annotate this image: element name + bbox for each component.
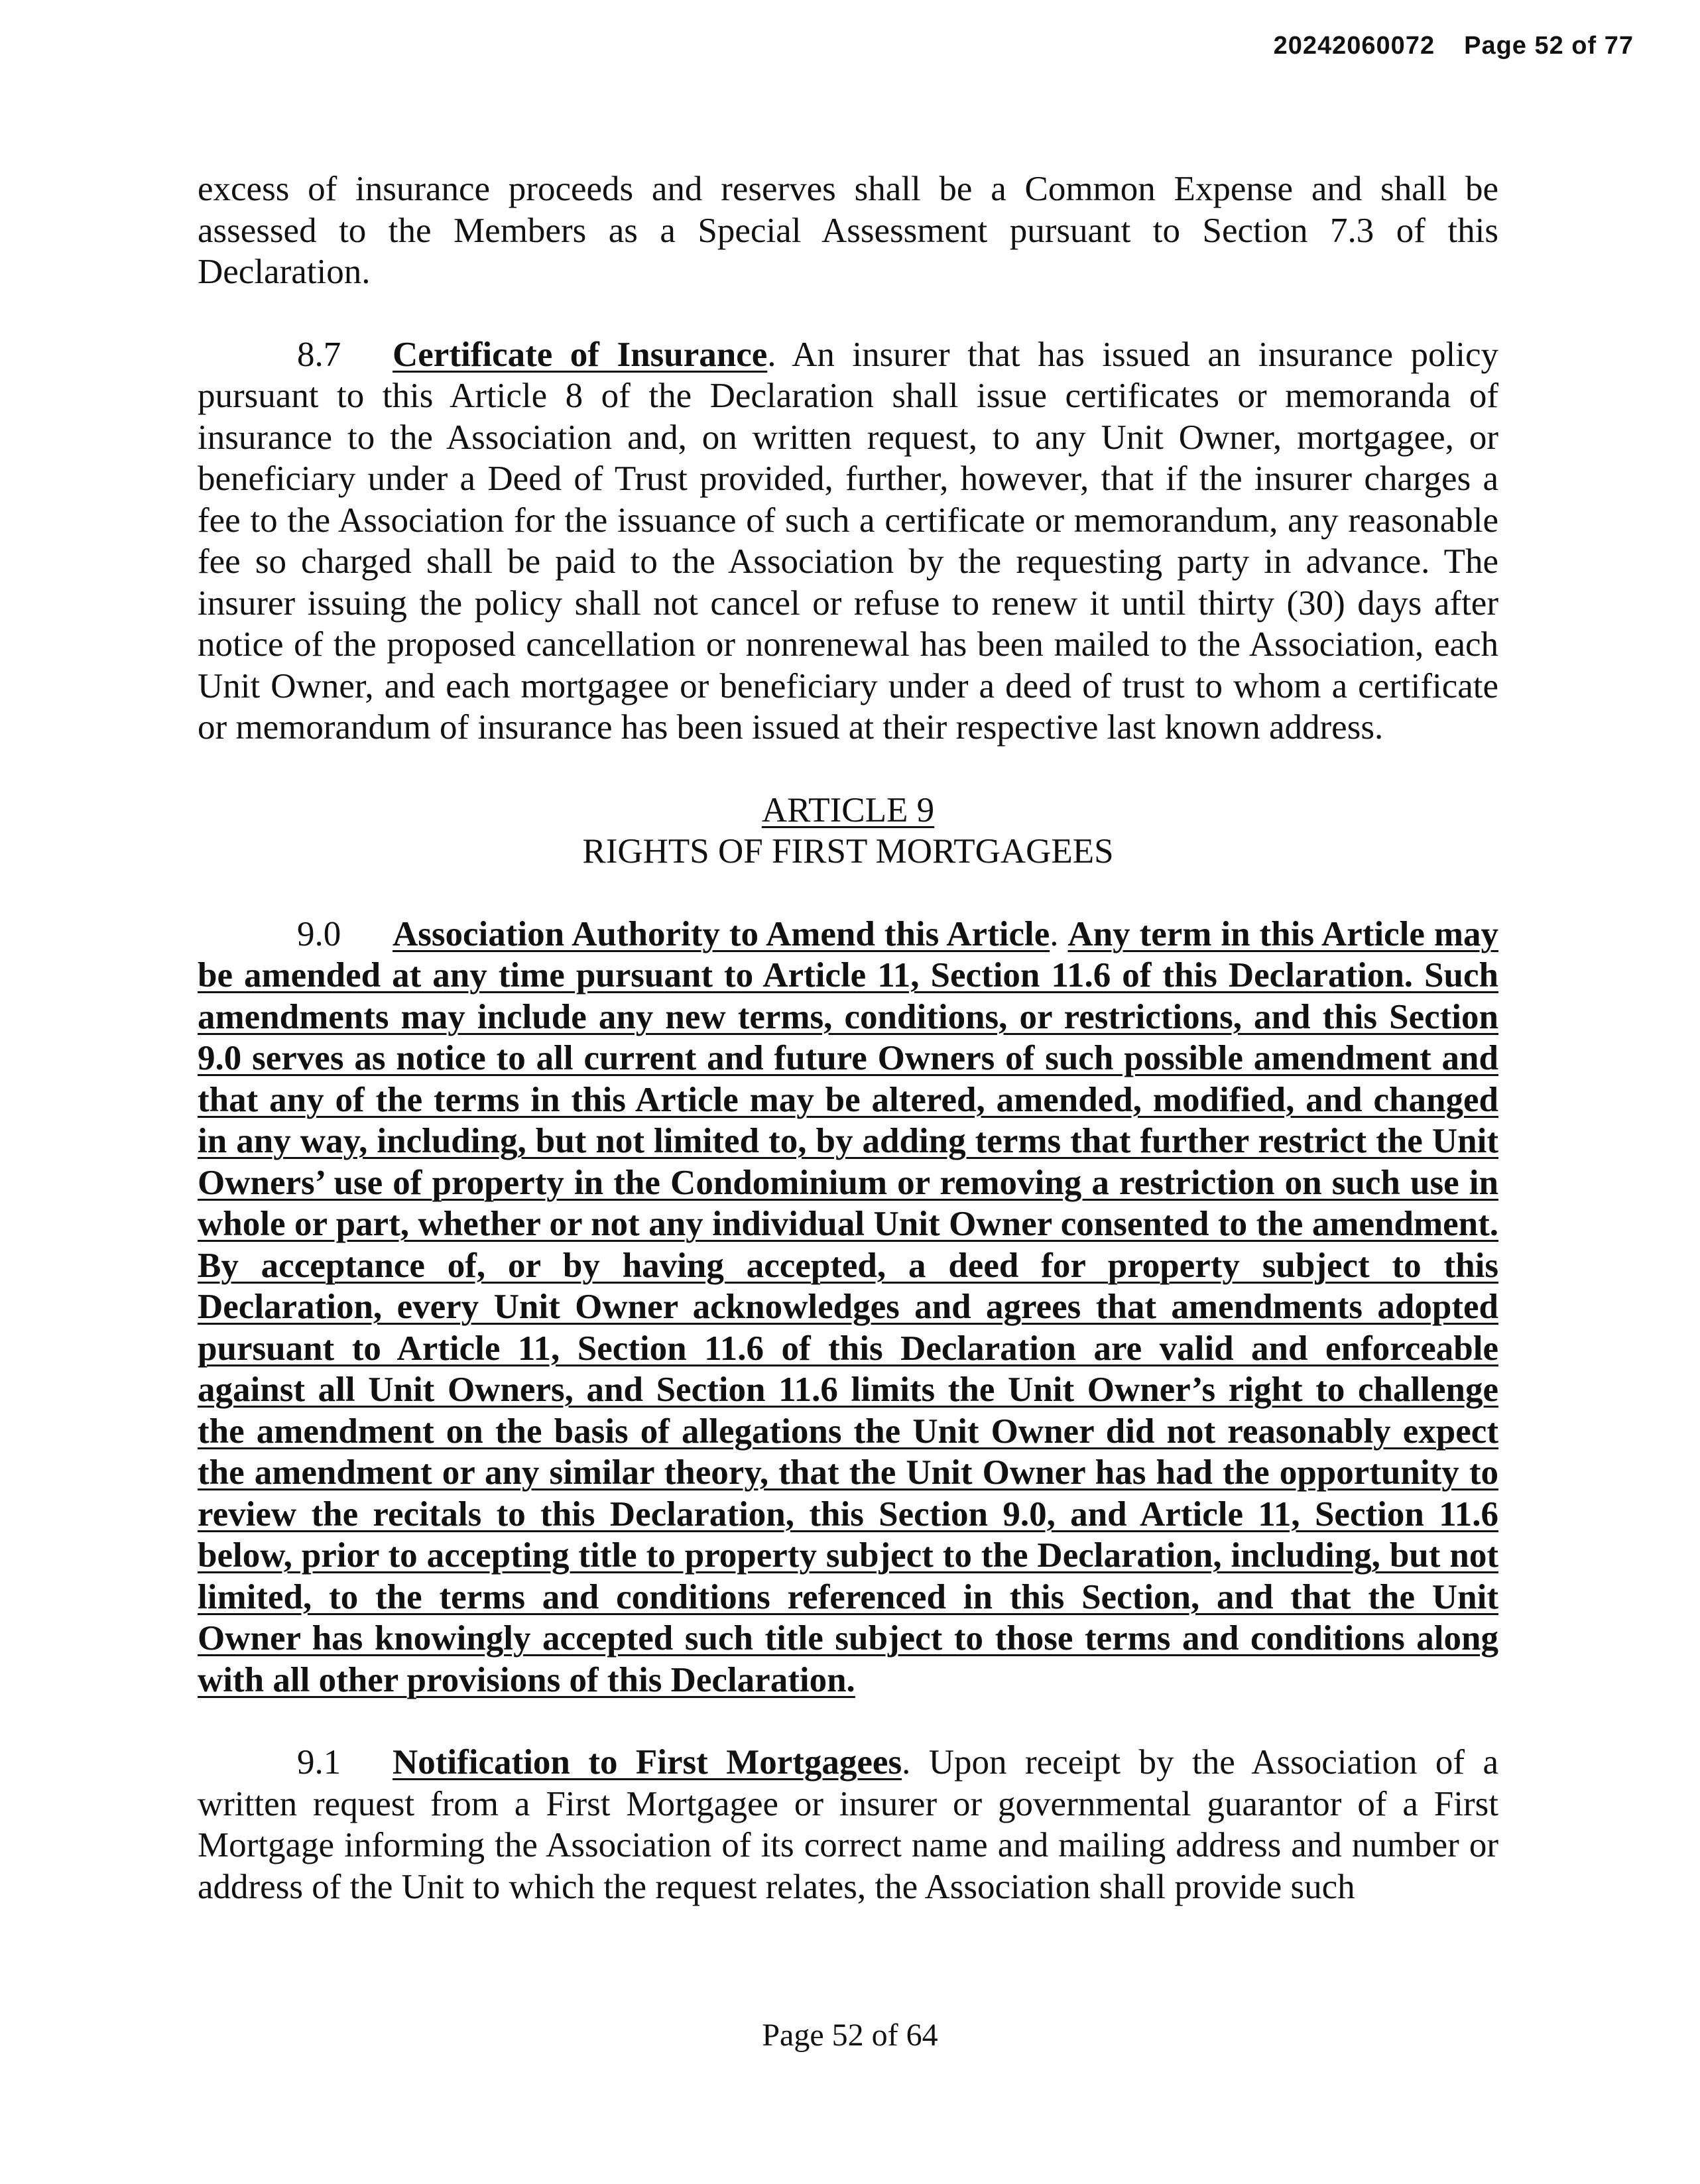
paragraph-continuation: excess of insurance proceeds and reserves shall be a Common Expense and shall be assessed to the Members as a Special Assessment pursuant to Section 7.3 of this Declaration.	[198, 170, 1498, 291]
section-8-7	[198, 334, 1498, 749]
page-body	[198, 168, 1498, 1908]
section-title: Notification to First Mortgagees	[393, 1743, 902, 1782]
header-page-label: Page 52 of 77	[1464, 32, 1634, 60]
section-9-1	[198, 1742, 1498, 1908]
recording-header	[1274, 32, 1634, 60]
article-title: RIGHTS OF FIRST MORTGAGEES	[582, 832, 1114, 871]
section-title: Association Authority to Amend this Article	[393, 914, 1050, 953]
amendment-text: Any term in this Article may be amended at any time pursuant to Article 11, Section 11.6 of this Declaration. Such amendments may include any new terms, conditions, or restrictions, and this Section 9.0 serves as notice to all current and future Owners of such possible amendment and that any of the terms in this Article may be altered, amended, modified, and changed in any way, including, but not limited to, by adding terms that further restrict the Unit Owners’ use of property in the Condominium or removing a restriction on such use in whole or part, whether or not any individual Unit Owner consented to the amendment. By acceptance of, or by having accepted, a deed for property subject to this Declaration, every Unit Owner acknowledges and agrees that amendments adopted pursuant to Article 11, Section 11.6 of this Declaration are valid and enforceable against all Unit Owners, and Section 11.6 limits the Unit Owner’s right to challenge the amendment on the basis of allegations the Unit Owner did not reasonably expect the amendment or any similar theory, that the Unit Owner has had the opportunity to review the recitals to this Declaration, this Section 9.0, and Article 11, Section 11.6 below, prior to accepting title to property subject to the Declaration, including, but not limited, to the terms and conditions referenced in this Section, and that the Unit Owner has knowingly accepted such title subject to those terms and conditions along with all other provisions of this Declaration.	[198, 914, 1498, 1699]
page-footer: Page 52 of 64	[762, 2018, 938, 2053]
section-9-0	[198, 914, 1498, 1701]
section-body: . An insurer that has issued an insurance policy pursuant to this Article 8 of the Declaration shall issue certificates or memoranda of insurance to the Association and, on written request, to any Unit Owner, mortgagee, or beneficiary under a Deed of Trust provided, further, however, that if the insurer charges a fee to the Association for the issuance of such a certificate or memorandum, any reasonable fee so charged shall be paid to the Association by the requesting party in advance. The insurer issuing the policy shall not cancel or refuse to renew it until thirty (30) days after notice of the proposed cancellation or nonrenewal has been mailed to the Association, each Unit Owner, and each mortgagee or beneficiary under a deed of trust to whom a certificate or memorandum of insurance has been issued at their respective last known address.	[198, 335, 1499, 747]
section-number: 9.0	[297, 914, 341, 953]
section-title: Certificate of Insurance	[393, 335, 768, 374]
document-number: 20242060072	[1273, 32, 1435, 60]
section-period: .	[1050, 914, 1059, 953]
section-body: . Upon receipt by the Association of a written request from a First Mortgagee or insurer or governmental guarantor of a First Mortgage informing the Association of its correct name and mailing address and number or address of the Unit to which the request relates, the Association shall provide such	[198, 1743, 1498, 1906]
article-heading	[198, 790, 1498, 831]
article-label: ARTICLE 9	[761, 790, 935, 829]
section-number: 9.1	[297, 1743, 341, 1782]
section-number: 8.7	[297, 335, 341, 374]
